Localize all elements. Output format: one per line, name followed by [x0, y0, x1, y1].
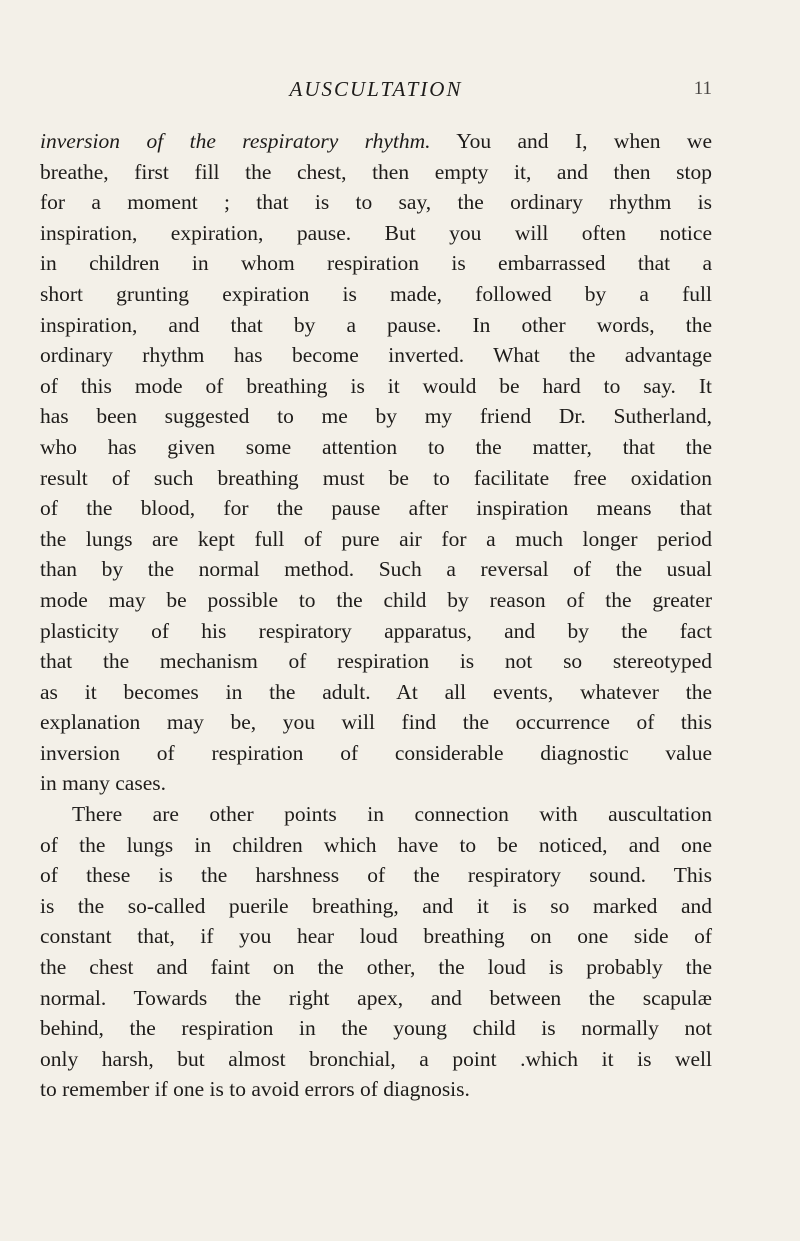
text-line: inversion of respiration of considerable diagnostic value: [40, 740, 712, 765]
text-line: only harsh, but almost bronchial, a point .which it is well: [40, 1046, 712, 1071]
text-line: is the so-called puerile breathing, and it is so marked and: [40, 893, 712, 918]
text-line: constant that, if you hear loud breathing on one side of: [40, 924, 712, 949]
text-line: explanation may be, you will find the occurrence of this: [40, 710, 712, 735]
text-line: of the blood, for the pause after inspiration means that: [40, 496, 712, 521]
text-line: ordinary rhythm has become inverted. What the advantage: [40, 343, 712, 368]
text-line: than by the normal method. Such a reversal of the usual: [40, 557, 712, 582]
text-line: result of such breathing must be to facilitate free oxidation: [40, 465, 712, 490]
line-text: You and I, when we: [430, 129, 712, 153]
text-line: to remember if one is to avoid errors of diagnosis.: [40, 1077, 470, 1102]
text-line: behind, the respiration in the young child is normally not: [40, 1016, 712, 1041]
text-line: has been suggested to me by my friend Dr. Sutherland,: [40, 404, 712, 429]
text-line: the lungs are kept full of pure air for a much longer period: [40, 526, 712, 551]
text-line: as it becomes in the adult. At all events, whatever the: [40, 679, 712, 704]
text-line: short grunting expiration is made, followed by a full: [40, 281, 712, 306]
text-line: of this mode of breathing is it would be hard to say. It: [40, 373, 712, 398]
text-line: that the mechanism of respiration is not so stereotyped: [40, 649, 712, 674]
text-line: of the lungs in children which have to be noticed, and one: [40, 832, 712, 857]
text-line: in many cases.: [40, 771, 166, 796]
text-line: the chest and faint on the other, the loud is probably the: [40, 955, 712, 980]
text-line: who has given some attention to the matter, that the: [40, 434, 712, 459]
text-line: breathe, first fill the chest, then empty it, and then stop: [40, 159, 712, 184]
text-line: inspiration, and that by a pause. In other words, the: [40, 312, 712, 337]
text-line: plasticity of his respiratory apparatus, and by the fact: [40, 618, 712, 643]
page-number: 11: [693, 78, 712, 99]
italic-phrase: inversion of the respiratory rhythm.: [40, 129, 431, 153]
paragraph-2: [40, 799, 712, 1105]
text-line: normal. Towards the right apex, and between the scapulæ: [40, 985, 712, 1010]
body-text: [40, 126, 712, 1105]
text-line: in children in whom respiration is embarrassed that a: [40, 251, 712, 276]
text-line: for a moment ; that is to say, the ordinary rhythm is: [40, 190, 712, 215]
text-line: inspiration, expiration, pause. But you will often notice: [40, 220, 712, 245]
paragraph-1: [40, 126, 712, 799]
text-line: mode may be possible to the child by reason of the greater: [40, 587, 712, 612]
running-head: [40, 74, 712, 104]
text-line: [40, 126, 712, 157]
text-line: There are other points in connection with auscultation: [72, 802, 712, 827]
text-line: of these is the harshness of the respiratory sound. This: [40, 863, 712, 888]
running-title: AUSCULTATION: [289, 77, 463, 101]
